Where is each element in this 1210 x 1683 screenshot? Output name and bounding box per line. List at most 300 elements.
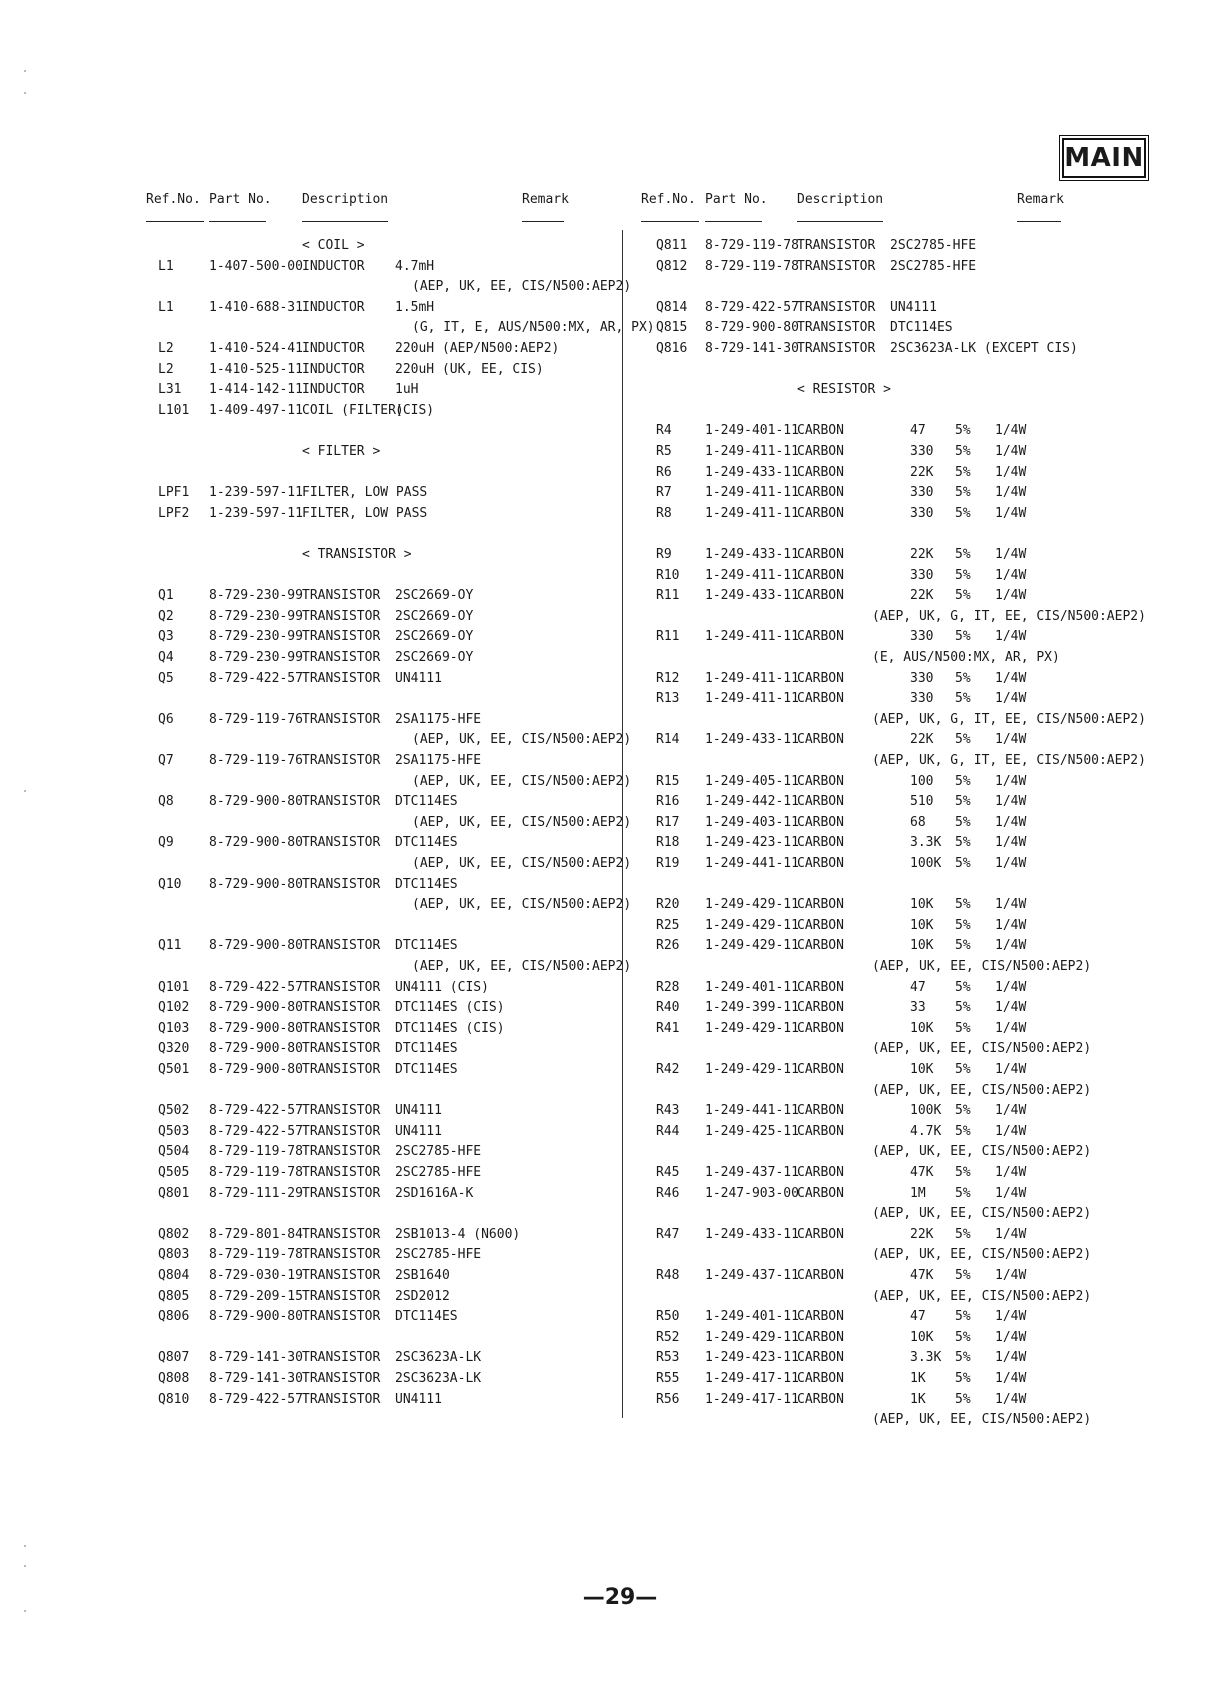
resistance: 100K [910,856,942,871]
tolerance: 5% [955,1062,971,1077]
part-row [0,566,1210,586]
part-no: 1-249-433-11 [705,1226,799,1242]
ref-no: R42 [656,1062,680,1077]
tolerance: 5% [955,1000,971,1016]
remark-header: Remark [522,192,569,207]
part-no: 1-239-597-11 [209,505,303,521]
part-row [0,257,1210,277]
part-no: 1-249-442-11 [705,794,799,810]
part-no: 1-249-433-11 [705,588,799,604]
resistance: 22K [910,1226,934,1242]
ref-no: Q505 [158,1165,190,1180]
part-value: 2SC3623A-LK (EXCEPT CIS) [890,341,1078,356]
ref-no: Q801 [158,1185,190,1201]
part-row [0,689,1210,709]
remark-note: (AEP, UK, EE, CIS/N500:AEP2) [412,732,632,748]
tolerance: 5% [955,691,971,707]
wattage: 1/4W [995,1329,1027,1345]
wattage: 1/4W [995,567,1027,583]
remark-note: (AEP, UK, EE, CIS/N500:AEP2) [872,1206,1092,1222]
part-no: 1-410-525-11 [209,361,303,377]
ref-no: R4 [656,423,672,439]
description: TRANSISTOR [302,629,381,645]
tolerance: 5% [955,773,971,789]
part-row [0,1307,1210,1327]
part-row [0,669,1210,689]
description: CARBON [797,1226,844,1242]
ref-no: Q816 [656,341,688,356]
part-no: 1-247-903-00 [705,1185,799,1201]
part-value: 2SC2669-OY [395,588,474,604]
tolerance: 5% [955,1329,971,1345]
ref-no: Q501 [158,1062,190,1077]
wattage: 1/4W [995,1020,1027,1036]
part-no: 8-729-119-76 [209,711,303,727]
ref-no: Q503 [158,1123,190,1139]
tolerance: 5% [955,814,971,830]
part-no: 1-249-411-11 [705,670,799,686]
ref-no: R47 [656,1226,680,1242]
part-no: 8-729-801-84 [209,1226,303,1242]
ref-no: Q9 [158,835,174,851]
resistance: 47K [910,1268,934,1283]
tolerance: 5% [955,938,971,954]
ref-no: L2 [158,341,174,356]
wattage: 1/4W [995,588,1027,604]
scan-speck [24,92,26,94]
part-value: UN4111 [890,299,937,315]
ref-no: LPF1 [158,485,190,501]
part-value: 2SC2785-HFE [395,1165,482,1180]
description: TRANSISTOR [302,1309,381,1325]
part-row [0,936,1210,956]
description: CARBON [797,835,844,851]
wattage: 1/4W [995,1123,1027,1139]
resistance: 1K [910,1371,926,1386]
part-no: 1-249-429-11 [705,1329,799,1345]
ref-no: Q807 [158,1350,190,1366]
description: CARBON [797,485,844,501]
resistance: 1K [910,1391,926,1407]
wattage: 1/4W [995,856,1027,871]
description: INDUCTOR [302,382,365,398]
description: TRANSISTOR [797,238,876,253]
tolerance: 5% [955,670,971,686]
description: CARBON [797,423,844,439]
tolerance: 5% [955,1103,971,1119]
resistance: 330 [910,444,934,459]
tolerance: 5% [955,856,971,871]
part-no: 1-249-399-11 [705,1000,799,1016]
wattage: 1/4W [995,1062,1027,1077]
wattage: 1/4W [995,1226,1027,1242]
part-value: DTC114ES [395,1309,458,1325]
part-row [0,1019,1210,1039]
tolerance: 5% [955,1371,971,1386]
remark-note: (G, IT, E, AUS/N500:MX, AR, PX) [412,320,655,336]
part-no: 8-729-900-80 [705,320,799,336]
ref-no: R11 [656,588,680,604]
ref-no: Q811 [656,238,688,253]
ref-no: R5 [656,444,672,459]
part-value: UN4111 [395,670,442,686]
remark-note: (AEP, UK, G, IT, EE, CIS/N500:AEP2) [872,753,1146,768]
wattage: 1/4W [995,1268,1027,1283]
part-no: 8-729-900-80 [209,876,303,892]
ref-no: R48 [656,1268,680,1283]
part-row [0,504,1210,524]
resistance: 10K [910,897,934,913]
tolerance: 5% [955,897,971,913]
ref-no: R7 [656,485,672,501]
part-value: 220uH (AEP/N500:AEP2) [395,341,560,356]
remark-note: (E, AUS/N500:MX, AR, PX) [872,650,1060,665]
description: TRANSISTOR [302,1247,381,1263]
part-value: 2SC2669-OY [395,650,474,665]
wattage: 1/4W [995,505,1027,521]
ref-no: Q810 [158,1391,190,1407]
description: TRANSISTOR [302,1350,381,1366]
ref-no: Q102 [158,1000,190,1016]
remark-note: (AEP, UK, EE, CIS/N500:AEP2) [412,959,632,974]
tolerance: 5% [955,835,971,851]
part-no: 1-407-500-00 [209,258,303,274]
part-row [0,1122,1210,1142]
part-value: DTC114ES [395,1062,458,1077]
ref-no: R18 [656,835,680,851]
header-rule [302,221,388,222]
scan-speck [24,1610,26,1612]
scan-speck [24,1565,26,1567]
description: CARBON [797,1329,844,1345]
tolerance: 5% [955,444,971,459]
ref-no: R20 [656,897,680,913]
part-value: 2SC2669-OY [395,629,474,645]
part-value: (CIS) [395,402,435,418]
part-row [0,318,1210,338]
description: CARBON [797,670,844,686]
description: TRANSISTOR [302,608,381,624]
part-no: 8-729-422-57 [705,299,799,315]
part-no: 1-414-142-11 [209,382,303,398]
resistance: 22K [910,588,934,604]
wattage: 1/4W [995,464,1027,480]
part-row [0,833,1210,853]
description: CARBON [797,567,844,583]
remark-note: (AEP, UK, EE, CIS/N500:AEP2) [872,1144,1092,1160]
resistance: 47K [910,1165,934,1180]
description: TRANSISTOR [797,320,876,336]
tolerance: 5% [955,1020,971,1036]
part-row [0,380,1210,400]
section-heading: < RESISTOR > [797,382,891,398]
description: CARBON [797,1062,844,1077]
tolerance: 5% [955,917,971,933]
part-no: 1-249-401-11 [705,423,799,439]
part-row [0,586,1210,606]
part-value: DTC114ES (CIS) [395,1020,505,1036]
wattage: 1/4W [995,629,1027,645]
part-no: 8-729-141-30 [209,1371,303,1386]
part-row [0,1101,1210,1121]
tolerance: 5% [955,485,971,501]
remark-note: (AEP, UK, EE, CIS/N500:AEP2) [872,1082,1092,1098]
part-value: 2SD1616A-K [395,1185,474,1201]
part-value: 1.5mH [395,299,435,315]
section-heading: < COIL > [302,238,365,253]
part-no: 1-249-429-11 [705,917,799,933]
tolerance: 5% [955,1268,971,1283]
part-no: 8-729-900-80 [209,1062,303,1077]
part-no: 8-729-030-19 [209,1268,303,1283]
wattage: 1/4W [995,979,1027,995]
resistance: 3.3K [910,835,942,851]
resistance: 330 [910,670,934,686]
description: TRANSISTOR [302,670,381,686]
part-no: 8-729-422-57 [209,979,303,995]
description: CARBON [797,1165,844,1180]
part-value: 2SC3623A-LK [395,1371,482,1386]
part-row [0,1369,1210,1389]
description: CARBON [797,1309,844,1325]
wattage: 1/4W [995,897,1027,913]
ref-no: Q8 [158,794,174,810]
part-no: 8-729-900-80 [209,794,303,810]
header-rule [641,221,699,222]
part-row [0,1328,1210,1348]
description: CARBON [797,547,844,562]
part-no: 8-729-900-80 [209,938,303,954]
ref-no: Q804 [158,1268,190,1283]
resistance: 330 [910,505,934,521]
description: CARBON [797,794,844,810]
part-row [0,875,1210,895]
part-value: 2SB1640 [395,1268,450,1283]
description-header: Description [302,192,389,207]
part-row [0,1390,1210,1410]
part-row [0,401,1210,421]
ref-no: L2 [158,361,174,377]
description: CARBON [797,814,844,830]
ref-no: R43 [656,1103,680,1119]
description: TRANSISTOR [302,1371,381,1386]
ref-no: Q815 [656,320,688,336]
part-row [0,1266,1210,1286]
tolerance: 5% [955,794,971,810]
part-row [0,298,1210,318]
ref-no: R56 [656,1391,680,1407]
part-row [0,1163,1210,1183]
ref-no: R41 [656,1020,680,1036]
wattage: 1/4W [995,1103,1027,1119]
wattage: 1/4W [995,691,1027,707]
part-value: 2SD2012 [395,1288,450,1304]
part-row [0,1184,1210,1204]
resistance: 100 [910,773,934,789]
resistance: 330 [910,629,934,645]
ref-no: Q812 [656,258,688,274]
tolerance: 5% [955,464,971,480]
part-value: 2SC2785-HFE [890,238,977,253]
ref-no: R9 [656,547,672,562]
wattage: 1/4W [995,1371,1027,1386]
description: CARBON [797,629,844,645]
header-rule [797,221,883,222]
part-value: 2SA1175-HFE [395,711,482,727]
header-rule [522,221,564,222]
description: CARBON [797,917,844,933]
resistance: 33 [910,1000,926,1016]
part-no: 1-249-411-11 [705,485,799,501]
description: TRANSISTOR [302,1062,381,1077]
resistance: 10K [910,1020,934,1036]
description: CARBON [797,938,844,954]
ref-no: R40 [656,1000,680,1016]
wattage: 1/4W [995,1309,1027,1325]
part-value: 2SB1013-4 (N600) [395,1226,521,1242]
ref-no: Q1 [158,588,174,604]
ref-no: Q103 [158,1020,190,1036]
scan-speck [24,70,26,72]
ref-no: R10 [656,567,680,583]
ref-no: Q320 [158,1041,190,1057]
remark-note: (AEP, UK, EE, CIS/N500:AEP2) [412,856,632,871]
part-row [0,813,1210,833]
description: CARBON [797,1371,844,1386]
remark-note: (AEP, UK, EE, CIS/N500:AEP2) [872,1288,1092,1304]
ref-no: Q814 [656,299,688,315]
tolerance: 5% [955,629,971,645]
part-value: 2SC2785-HFE [890,258,977,274]
part-value: UN4111 [395,1391,442,1407]
description: CARBON [797,1123,844,1139]
ref-no: R26 [656,938,680,954]
wattage: 1/4W [995,1000,1027,1016]
ref-no: Q808 [158,1371,190,1386]
ref-no: R17 [656,814,680,830]
part-no: 1-249-433-11 [705,732,799,748]
remark-note: (AEP, UK, EE, CIS/N500:AEP2) [412,814,632,830]
part-no: 8-729-422-57 [209,1123,303,1139]
description: TRANSISTOR [797,341,876,356]
description: CARBON [797,732,844,748]
part-no-header: Part No. [705,192,768,207]
ref-no: Q504 [158,1144,190,1160]
ref-no: Q502 [158,1103,190,1119]
tolerance: 5% [955,505,971,521]
ref-no: Q806 [158,1309,190,1325]
part-row [0,483,1210,503]
remark-note: (AEP, UK, G, IT, EE, CIS/N500:AEP2) [872,711,1146,727]
ref-no: Q803 [158,1247,190,1263]
ref-no: Q5 [158,670,174,686]
description: TRANSISTOR [302,753,381,768]
resistance: 22K [910,464,934,480]
description: TRANSISTOR [302,938,381,954]
description: TRANSISTOR [302,1165,381,1180]
part-no: 8-729-111-29 [209,1185,303,1201]
ref-no-header: Ref.No. [146,192,201,207]
resistance: 22K [910,547,934,562]
part-row [0,1348,1210,1368]
remark-header: Remark [1017,192,1064,207]
tolerance: 5% [955,547,971,562]
part-no: 1-249-417-11 [705,1391,799,1407]
part-value: UN4111 [395,1103,442,1119]
resistance: 10K [910,917,934,933]
description: TRANSISTOR [302,1000,381,1016]
description: CARBON [797,1020,844,1036]
part-value: DTC114ES [395,876,458,892]
part-no: 8-729-119-78 [209,1247,303,1263]
wattage: 1/4W [995,773,1027,789]
part-value: DTC114ES [890,320,953,336]
part-no: 1-409-497-11 [209,402,303,418]
scan-speck [24,1545,26,1547]
part-value: DTC114ES [395,938,458,954]
ref-no: Q11 [158,938,182,954]
ref-no: R44 [656,1123,680,1139]
part-no: 1-249-429-11 [705,938,799,954]
resistance: 10K [910,1062,934,1077]
remark-note: (AEP, UK, EE, CIS/N500:AEP2) [412,773,632,789]
part-no: 1-249-411-11 [705,567,799,583]
part-value: 2SA1175-HFE [395,753,482,768]
description: INDUCTOR [302,361,365,377]
part-row [0,978,1210,998]
part-row [0,627,1210,647]
ref-no: Q10 [158,876,182,892]
part-row [0,1225,1210,1245]
description: FILTER, LOW PASS [302,485,428,501]
resistance: 47 [910,1309,926,1325]
ref-no: Q101 [158,979,190,995]
part-no: 8-729-230-99 [209,588,303,604]
header-rule [705,221,762,222]
part-no: 1-249-429-11 [705,897,799,913]
ref-no: R11 [656,629,680,645]
part-no: 1-249-411-11 [705,629,799,645]
part-value: DTC114ES [395,794,458,810]
tolerance: 5% [955,567,971,583]
resistance: 330 [910,567,934,583]
tolerance: 5% [955,979,971,995]
ref-no: R19 [656,856,680,871]
resistance: 1M [910,1185,926,1201]
part-no: 8-729-422-57 [209,1391,303,1407]
description-header: Description [797,192,884,207]
part-no: 1-249-401-11 [705,979,799,995]
part-no: 8-729-900-80 [209,1041,303,1057]
ref-no: R52 [656,1329,680,1345]
resistance: 510 [910,794,934,810]
ref-no: Q7 [158,753,174,768]
wattage: 1/4W [995,1350,1027,1366]
ref-no: Q3 [158,629,174,645]
description: TRANSISTOR [797,299,876,315]
description: CARBON [797,1103,844,1119]
ref-no: Q802 [158,1226,190,1242]
part-row [0,895,1210,915]
part-no: 8-729-119-78 [705,258,799,274]
remark-note: (AEP, UK, EE, CIS/N500:AEP2) [872,1247,1092,1263]
description: TRANSISTOR [302,1020,381,1036]
ref-no: R28 [656,979,680,995]
part-row [0,545,1210,565]
part-value: UN4111 [395,1123,442,1139]
part-row [0,421,1210,441]
ref-no: R55 [656,1371,680,1386]
